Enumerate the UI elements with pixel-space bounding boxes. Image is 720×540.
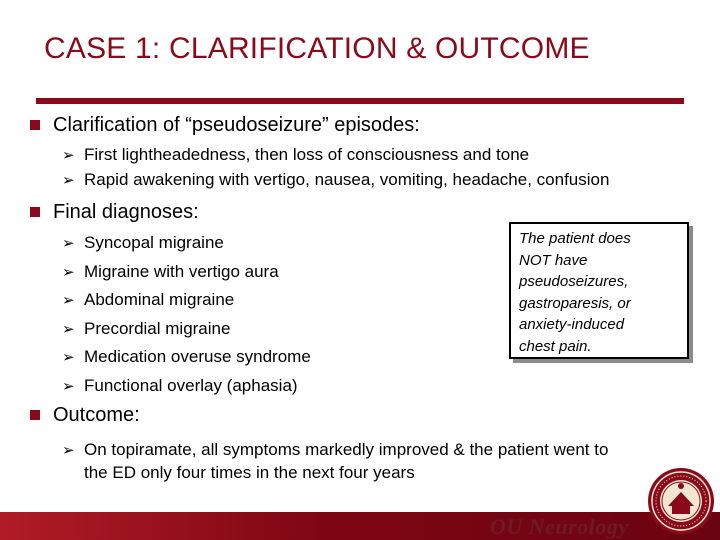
callout-line: anxiety-induced	[519, 316, 625, 333]
callout-line: pseudoseizures,	[519, 273, 629, 290]
callout-box	[509, 222, 689, 359]
arrow-bullet-icon: ➢	[62, 172, 75, 189]
section-heading-clarification: Clarification of “pseudoseizure” episodes:	[30, 114, 420, 137]
list-item-continuation: the ED only four times in the next four years	[84, 463, 415, 482]
title-underline	[36, 98, 684, 104]
list-item: ➢ Rapid awakening with vertigo, nausea, vomiting, headache, confusion	[62, 170, 610, 189]
section-heading-outcome: Outcome:	[30, 404, 140, 427]
list-item: ➢ Functional overlay (aphasia)	[62, 376, 298, 395]
square-bullet-icon	[30, 207, 40, 217]
section-heading-diagnoses: Final diagnoses:	[30, 201, 199, 224]
callout-line: The patient does	[519, 230, 631, 247]
list-item: ➢ Migraine with vertigo aura	[62, 262, 279, 281]
footer-brand: OU Neurology	[490, 514, 629, 539]
callout-line: gastroparesis, or	[519, 294, 631, 312]
list-item: ➢ Abdominal migraine	[62, 290, 235, 309]
list-item: ➢ Precordial migraine	[62, 319, 231, 338]
callout-line: NOT have	[519, 251, 588, 269]
square-bullet-icon	[30, 120, 40, 130]
arrow-bullet-icon: ➢	[62, 235, 75, 252]
list-item: ➢ First lightheadedness, then loss of consciousness and tone	[62, 145, 530, 164]
university-seal-icon	[646, 466, 716, 536]
callout-line: chest pain.	[519, 337, 592, 355]
slide-title: CASE 1: CLARIFICATION & OUTCOME	[44, 32, 590, 65]
square-bullet-icon	[30, 410, 40, 420]
arrow-bullet-icon: ➢	[62, 264, 75, 281]
list-item: ➢ On topiramate, all symptoms markedly improved & the patient went to	[62, 440, 609, 459]
list-item: ➢ Syncopal migraine	[62, 233, 224, 252]
arrow-bullet-icon: ➢	[62, 147, 75, 164]
arrow-bullet-icon: ➢	[62, 378, 75, 395]
arrow-bullet-icon: ➢	[62, 442, 75, 459]
arrow-bullet-icon: ➢	[62, 292, 75, 309]
arrow-bullet-icon: ➢	[62, 321, 75, 338]
arrow-bullet-icon: ➢	[62, 349, 75, 366]
list-item: ➢ Medication overuse syndrome	[62, 347, 311, 366]
